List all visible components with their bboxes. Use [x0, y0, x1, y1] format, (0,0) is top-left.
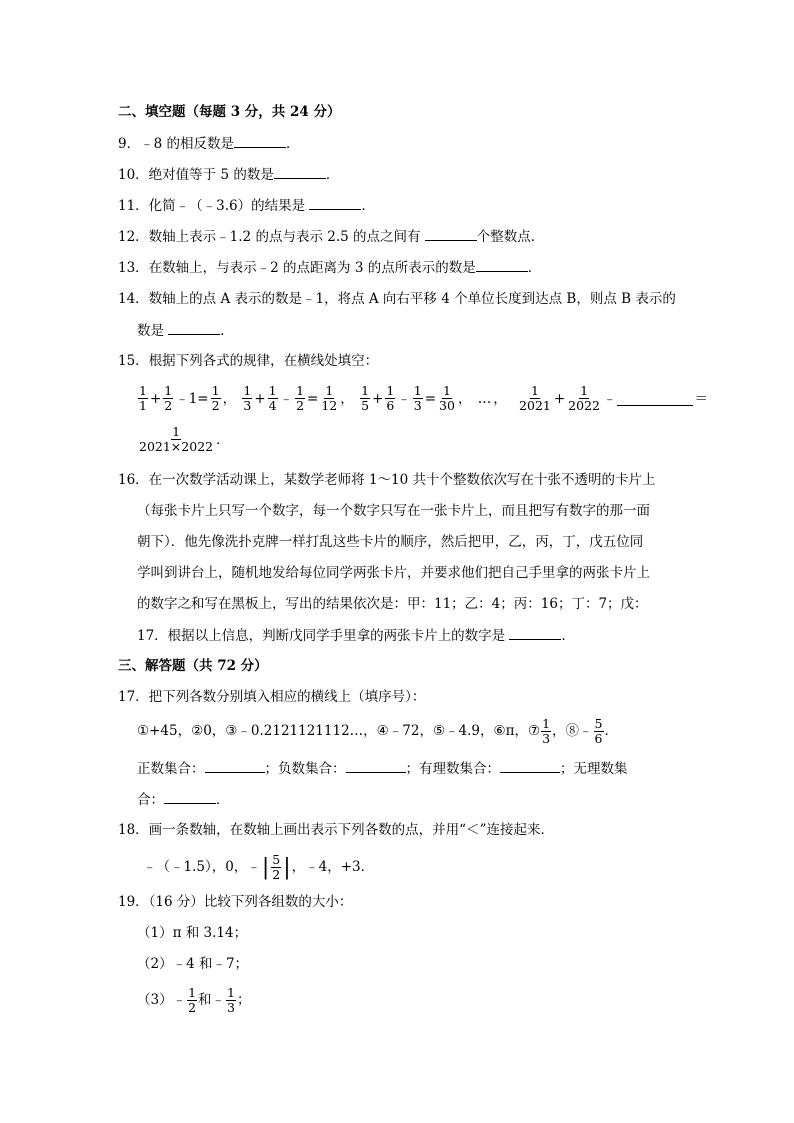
period: ．	[285, 136, 300, 152]
denominator: 2021×2022	[139, 439, 214, 454]
fraction	[163, 384, 173, 413]
numerator: 1	[268, 383, 277, 398]
fraction	[594, 717, 604, 746]
items-text: ，⑧﹣	[552, 723, 593, 739]
question-16-line: 的数字之和写在黑板上，写出的结果依次是：甲：11；乙：4；丙：16；丁：7；戊：	[137, 596, 648, 612]
fraction	[187, 986, 197, 1015]
question-14-line-1: 14．数轴上的点 A 表示的数是﹣1，将点 A 向右平移 4 个单位长度到达点 B，则点 B 表示的	[118, 291, 676, 307]
irrational-set-label: ；无理数集	[560, 761, 628, 777]
question-19: 19．（16 分）比较下列各组数的大小：	[118, 894, 353, 910]
denominator: 1	[139, 398, 147, 413]
question-11	[118, 196, 375, 215]
denominator: 30	[439, 398, 455, 413]
denominator: 2022	[568, 398, 600, 413]
denominator: 3	[413, 398, 422, 413]
fraction	[242, 384, 252, 413]
denominator: 2	[211, 398, 220, 413]
numerator: 1	[164, 383, 173, 398]
question-text: 9．﹣8 的相反数是	[118, 136, 234, 152]
irrational-set-label: 合：	[137, 792, 164, 808]
fraction	[138, 425, 214, 454]
question-text: 17．根据以上信息，判断戊同学手里拿的两张卡片上的数字是	[137, 628, 506, 644]
abs-bar-right: |	[283, 854, 291, 880]
question-text: 11．化简﹣（﹣3.6）的结果是	[118, 198, 306, 214]
period: ．	[216, 792, 230, 808]
equals-sign: =	[307, 390, 319, 407]
irrational-set-blank[interactable]	[164, 790, 216, 804]
question-16-line: （每张卡片上只写一个数字，每一个数字只写在一张卡片上，而且把写有数字的那一面	[137, 503, 650, 519]
items-text: ①+45，②0，③﹣0.2121121112…，④﹣72，⑤﹣4.9，⑥π，⑦	[137, 723, 541, 739]
minus-one-equals: ﹣1=	[175, 390, 209, 407]
part-text: ；	[237, 992, 251, 1008]
question-15-formula-row-2	[137, 422, 231, 457]
fraction	[271, 853, 281, 882]
fraction	[138, 384, 148, 413]
denominator: 2021	[519, 398, 551, 413]
ellipsis: …	[477, 390, 492, 407]
answer-blank[interactable]	[617, 392, 693, 406]
plus-sign: +	[553, 390, 566, 407]
comma: ，	[457, 390, 472, 407]
period: ．	[361, 198, 375, 214]
minus-sign: ﹣	[602, 390, 617, 407]
denominator: 6	[386, 398, 395, 413]
fraction	[413, 384, 423, 413]
question-16-line-last	[137, 626, 575, 645]
answer-blank[interactable]	[168, 321, 220, 335]
denominator: 2	[188, 1000, 197, 1015]
fraction	[385, 384, 395, 413]
rational-set-label: ；有理数集合：	[405, 761, 500, 777]
denominator: 3	[227, 1000, 235, 1015]
numerator: 1	[530, 383, 539, 398]
numerator: 1	[361, 383, 370, 398]
minus-sign: ﹣	[279, 390, 294, 407]
comma: ，	[222, 390, 237, 407]
abs-bar-left: |	[261, 854, 270, 880]
negative-set-label: ；负数集合：	[264, 761, 346, 777]
numerator: 1	[139, 383, 147, 398]
question-14-line-2	[137, 321, 234, 340]
numerator: 1	[211, 383, 220, 398]
question-16-line: 学叫到讲台上，随机地发给每位同学两张卡片，并要求他们把自己手里拿的两张卡片上	[137, 565, 650, 581]
question-18-items	[143, 850, 374, 884]
period: ．	[527, 260, 542, 276]
fraction	[438, 384, 456, 413]
minus-sign: ﹣	[397, 390, 411, 407]
items-text: ﹣（﹣1.5），0，﹣	[143, 859, 261, 875]
numerator: 1	[172, 424, 181, 439]
period: ．	[604, 723, 618, 739]
period: ．	[216, 431, 230, 448]
question-19-part-1: （1）π 和 3.14；	[137, 925, 248, 941]
plus-sign: +	[149, 390, 162, 407]
question-18: 18．画一条数轴，在数轴上画出表示下列各数的点，并用“＜”连接起来．	[118, 822, 554, 838]
plus-sign: +	[254, 390, 266, 407]
answer-blank[interactable]	[309, 196, 361, 210]
fraction	[541, 717, 551, 746]
question-17-sets	[137, 759, 628, 778]
question-10	[118, 165, 339, 184]
question-19-part-2: （2）﹣4 和﹣7；	[137, 956, 249, 972]
fraction	[226, 986, 236, 1015]
suffix-text: 个整数点．	[476, 229, 545, 245]
question-16-line: 16．在一次数学活动课上，某数学老师将 1～10 共十个整数依次写在十张不透明的卡片上	[118, 472, 656, 488]
question-text: 12．数轴上表示﹣1.2 的点与表示 2.5 的点之间有	[118, 229, 421, 245]
section-heading-fill-in: 二、填空题（每题 3 分，共 24 分）	[118, 104, 341, 120]
question-17-sets-line-2	[137, 790, 230, 809]
denominator: 4	[268, 398, 277, 413]
fraction	[295, 384, 305, 413]
equals-sign: ＝	[694, 390, 708, 407]
answer-blank[interactable]	[476, 258, 528, 272]
plus-sign: +	[372, 390, 384, 407]
denominator: 6	[594, 731, 603, 746]
numerator: 1	[325, 383, 334, 398]
fraction	[211, 384, 221, 413]
part-text: 和﹣	[198, 992, 226, 1008]
numerator: 1	[580, 383, 589, 398]
fraction	[268, 384, 278, 413]
comma: ，	[493, 390, 507, 407]
equals-sign: =	[424, 390, 437, 407]
period: ．	[220, 323, 234, 339]
denominator: 5	[361, 398, 370, 413]
section-heading-solve: 三、解答题（共 72 分）	[118, 658, 268, 674]
answer-blank[interactable]	[274, 165, 326, 179]
positive-set-label: 正数集合：	[137, 761, 205, 777]
question-16-line: 朝下）．他先像洗扑克牌一样打乱这些卡片的顺序，然后把甲，乙，丙，丁，戊五位同	[137, 534, 644, 550]
rational-set-blank[interactable]	[500, 759, 560, 773]
answer-blank[interactable]	[509, 626, 561, 640]
question-15-formula-row	[137, 381, 709, 416]
fraction	[518, 384, 552, 413]
numerator: 5	[594, 716, 603, 731]
negative-set-blank[interactable]	[346, 759, 406, 773]
question-12	[118, 227, 544, 246]
denominator: 12	[321, 398, 338, 413]
positive-set-blank[interactable]	[205, 759, 265, 773]
denominator: 2	[272, 867, 281, 882]
numerator: 1	[542, 716, 551, 731]
comma: ，	[340, 390, 354, 407]
answer-blank[interactable]	[425, 227, 477, 241]
fraction	[567, 384, 601, 413]
numerator: 1	[443, 383, 451, 398]
question-19-part-3	[137, 983, 251, 1017]
question-text: 数是	[137, 323, 164, 339]
part-label: （3）﹣	[137, 992, 187, 1008]
numerator: 1	[227, 985, 235, 1000]
items-text: ，﹣4，+3．	[291, 859, 375, 875]
denominator: 2	[296, 398, 305, 413]
denominator: 3	[542, 731, 551, 746]
question-15: 15．根据下列各式的规律，在横线处填空：	[118, 353, 379, 369]
fraction	[320, 384, 338, 413]
period: ．	[561, 628, 575, 644]
numerator: 1	[243, 383, 252, 398]
question-13	[118, 258, 541, 277]
denominator: 3	[243, 398, 252, 413]
denominator: 2	[164, 398, 173, 413]
fraction	[360, 384, 370, 413]
question-17: 17．把下列各数分别填入相应的横线上（填序号）：	[118, 689, 426, 705]
period: ．	[325, 167, 340, 183]
numerator: 5	[272, 852, 281, 867]
numerator: 1	[296, 383, 305, 398]
question-9	[118, 134, 299, 153]
answer-blank[interactable]	[234, 134, 286, 148]
numerator: 1	[386, 383, 395, 398]
question-17-items	[137, 714, 618, 748]
numerator: 1	[413, 383, 422, 398]
question-text: 10．绝对值等于 5 的数是	[118, 167, 274, 183]
numerator: 1	[188, 985, 197, 1000]
question-text: 13．在数轴上，与表示﹣2 的点距离为 3 的点所表示的数是	[118, 260, 476, 276]
